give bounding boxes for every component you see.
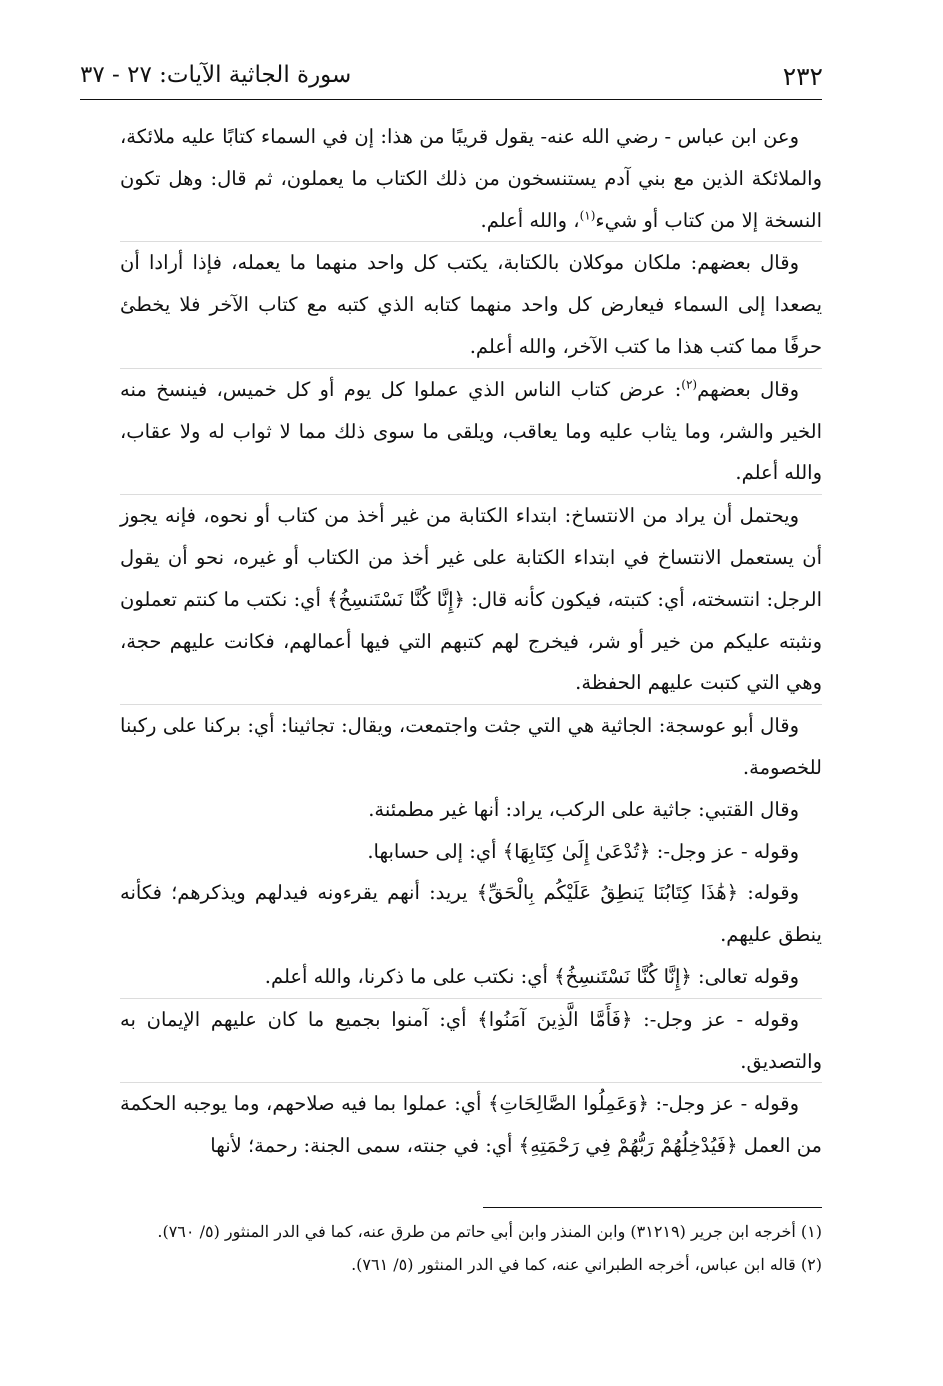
footnote: (٢) قاله ابن عباس، أخرجه الطبراني عنه، كما في الدر المنثور (٥/ ٧٦١). xyxy=(351,1255,822,1274)
paragraph: وقوله - عز وجل-: ﴿وَعَمِلُوا الصَّالِحَاتِ﴾ أي: عملوا بما فيه صلاحهم، وما يوجبه الحكمة من العمل ﴿فَيُدْخِلُهُمْ رَبُّهُمْ فِي رَحْمَتِهِ﴾ أي: في جنته، سمى الجنة: رحمة؛ لأنها xyxy=(120,1082,822,1167)
paragraph: وقوله - عز وجل-: ﴿تُدْعَىٰ إِلَىٰ كِتَابِهَا﴾ أي: إلى حسابها. xyxy=(367,839,799,863)
paragraph: وقوله - عز وجل-: ﴿فَأَمَّا الَّذِينَ آمَنُوا﴾ أي: آمنوا بجميع ما كان عليهم الإيمان به والتصديق. xyxy=(120,998,822,1083)
footnote-reference[interactable]: (٢) xyxy=(681,377,698,392)
header-divider xyxy=(80,99,822,100)
paragraph: ويحتمل أن يراد من الانتساخ: ابتداء الكتابة من غير أخذ من كتاب أو نحوه، فإنه يجوز أن يستعمل الانتساخ في ابتداء الكتابة على غير أخذ من الكتاب أو غيره، نحو أن يقول الرجل: انتسخته، أي: كتبته، فيكون كأنه قال: ﴿إِنَّا كُنَّا نَسْتَنسِخُ﴾ أي: نكتب ما كنتم تعملون ونثبته عليكم من خير أو شر، فيخرج لهم كتبهم التي فيها أعمالهم، فكانت عليهم حجة، وهي التي كتبت عليهم الحفظة. xyxy=(120,494,822,704)
paragraph: وعن ابن عباس - رضي الله عنه- يقول قريبًا من هذا: إن في السماء كتابًا عليه ملائكة، والملائكة الذين مع بني آدم يستنسخون من ذلك الكتاب ما يعملون، ثم قال: وهل تكون النسخة إلا من كتاب أو شيء$^{(١)}$، والله أعلم. xyxy=(120,125,822,232)
footnote-reference[interactable]: (١) xyxy=(579,208,596,223)
paragraph: وقال القتبي: جاثية على الركب، يراد: أنها غير مطمئنة. xyxy=(368,797,799,821)
footnotes xyxy=(80,1217,822,1283)
footnote: (١) أخرجه ابن جرير (٣١٢١٩) وابن المنذر وابن أبي حاتم من طرق عنه، كما في الدر المنثور (٥/ ٧٦٠). xyxy=(157,1222,822,1241)
main-text xyxy=(120,116,822,1167)
page-number: ٢٣٢ xyxy=(782,62,823,91)
paragraph: وقال أبو عوسجة: الجاثية هي التي جثت واجتمعت، ويقال: تجاثينا: أي: بركنا على ركبنا للخصومة. xyxy=(120,704,822,789)
running-title: سورة الجاثية الآيات: ٢٧ - ٣٧ xyxy=(80,62,352,88)
page-header xyxy=(80,58,823,96)
footnote-divider xyxy=(483,1207,822,1208)
paragraph: وقوله: ﴿هَٰذَا كِتَابُنَا يَنطِقُ عَلَيْكُم بِالْحَقِّ﴾ يريد: أنهم يقرءونه فيدلهم ويذكرهم؛ فكأنه ينطق عليهم. xyxy=(120,881,822,947)
paragraph: وقوله تعالى: ﴿إِنَّا كُنَّا نَسْتَنسِخُ﴾ أي: نكتب على ما ذكرنا، والله أعلم. xyxy=(264,964,799,988)
paragraph: وقال بعضهم$^{(٢)}$: عرض كتاب الناس الذي عملوا كل يوم أو كل خميس، فينسخ منه الخير والشر، وما يثاب عليه وما يعاقب، ويلقى ما سوى ذلك مما لا ثواب له ولا عقاب، والله أعلم. xyxy=(120,368,822,494)
paragraph: وقال بعضهم: ملكان موكلان بالكتابة، يكتب كل واحد منهما ما يعمله، فإذا أرادا أن يصعدا إلى السماء فيعارض كل واحد منهما كتابه الذي كتبه مع كتاب الآخر فلا يخطئ حرفًا مما كتب هذا ما كتب الآخر، والله أعلم. xyxy=(120,241,822,367)
